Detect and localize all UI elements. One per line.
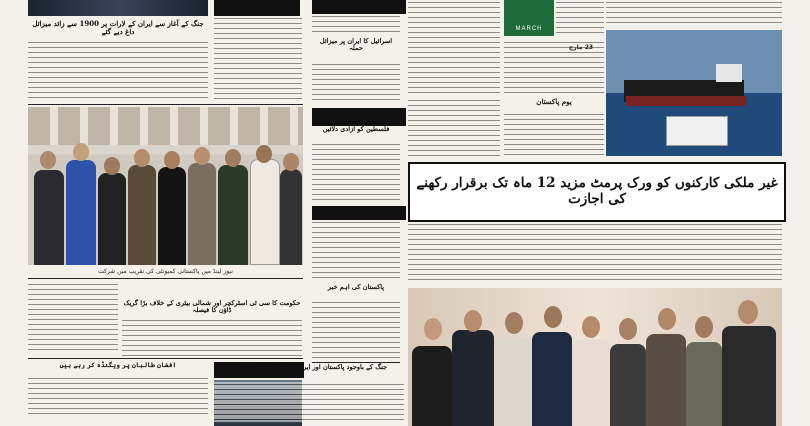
mid-text-4 [312,220,400,278]
mid-text-5 [312,300,400,360]
date-label: 23 مارچ [568,44,594,51]
mid-box-1 [312,0,406,14]
mid-headline-4: جنگ کے باوجود پاکستان اور ایران کے درمیان تجارت جاری [230,363,388,371]
group-photo-indoor [408,288,782,426]
right-text-top-3 [556,0,604,36]
right-text-7 [408,222,782,284]
left-text-2 [214,16,302,102]
right-text-5 [408,98,500,158]
photo-caption: نیوز لینڈ میں پاکستانی کمیونٹی کی تقریب میں شرکت [98,268,233,275]
top-left-box [214,0,300,16]
mid-text-3 [312,142,400,202]
rule-3 [28,358,303,359]
left-text-5 [28,376,208,416]
ship-photo [606,30,782,156]
right-text-6 [504,112,604,158]
rule-1 [28,104,303,105]
mid-text-2 [312,62,400,104]
badge-text: MARCH [515,26,543,32]
right-text-top-1 [408,0,500,94]
mid-headline-2: فلسطین کو آزادی دلائیں [322,125,390,133]
mid-box-3 [312,206,406,220]
main-headline-banner [408,162,786,222]
top-left-photo [28,0,208,16]
main-headline: غیر ملکی کارکنوں کو ورک پرمٹ مزید 12 ماہ تک برقرار رکھنے کی اجازت [416,175,778,207]
mid-headline-3: پاکستان کی اہم خبر [327,283,385,291]
right-text-top-4 [606,0,782,26]
mid-text-1 [312,14,400,36]
left-headline-3: افغان طالبان پر ویگنڈہ کر رہے ہیں [59,361,177,369]
group-photo-ballroom [28,107,303,265]
left-text-1 [28,40,208,102]
mid-headline-1: اسرائیل کا ایران پر میزائل حملہ [319,37,393,53]
left-text-4 [122,318,302,356]
mid-text-6 [214,382,404,422]
right-sub-headline: یوم پاکستان [536,97,572,106]
rule-2 [28,278,303,279]
badge-green [504,0,554,36]
left-text-3 [28,282,118,352]
right-column [406,0,810,426]
left-headline-1: جنگ کے آغاز سے ایران کے لارات پر 1900 سے زائد میزائل داغ دیے گئے [32,19,204,37]
left-headline-2: حکومت کا سی ٹی اسٹرکچر اور شمالی بیٹری کے خلاف بڑا گریک ڈاؤن کا فیصلہ [123,299,301,315]
mid-box-2 [312,108,406,126]
